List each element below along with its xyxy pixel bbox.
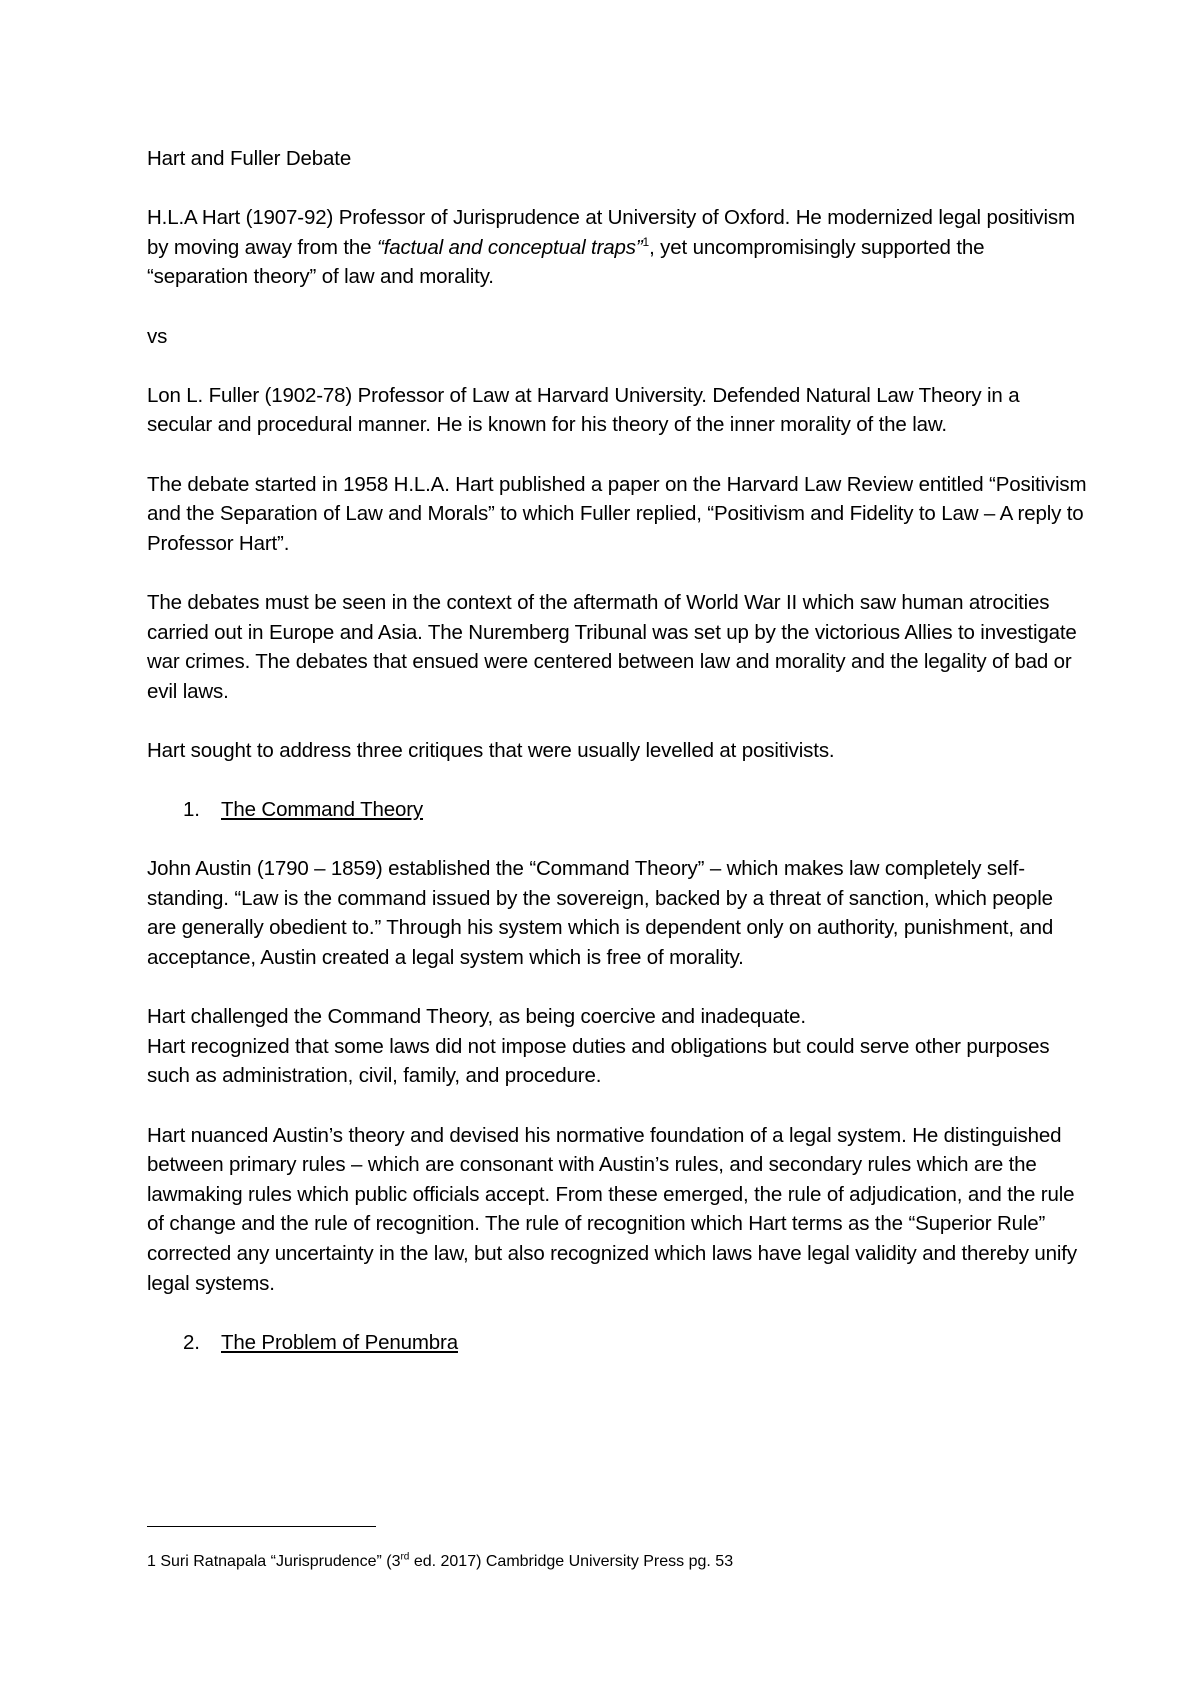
hart-intro-quote: “factual and conceptual traps”: [376, 235, 643, 259]
nuance-paragraph: Hart nuanced Austin’s theory and devised his normative foundation of a legal system. He distinguished between primary rules – which are consonant with Austin’s rules, and secondary rules which are the lawmaking rules which public officials accept. From these emerged, the rule of adjudication, and the rule of change and the rule of recognition. The rule of recognition which Hart terms as the “Superior Rule” corrected any uncertainty in the law, but also recognized which laws have legal validity and thereby unify legal systems.: [147, 1123, 1077, 1295]
footnote-ref: 1: [642, 234, 650, 249]
hart-intro-paragraph: [147, 203, 1087, 292]
footnote-text: 1 Suri Ratnapala “Jurisprudence” (3: [147, 1553, 401, 1570]
section-heading-penumbra: [147, 1328, 1087, 1358]
challenge-line-1: Hart challenged the Command Theory, as being coercive and inadequate.: [147, 1005, 806, 1029]
footnote-text-end: ed. 2017) Cambridge University Press pg. 53: [409, 1553, 734, 1570]
austin-paragraph: John Austin (1790 – 1859) established the “Command Theory” – which makes law completely self-standing. “Law is the command issued by the sovereign, backed by a threat of sanction, which people are generally obedient to.” Through his system which is dependent only on authority, punishment, and acceptance, Austin created a legal system which is free of morality.: [147, 857, 1054, 970]
section-number: 2.: [183, 1330, 200, 1354]
challenge-line-2: Hart recognized that some laws did not impose duties and obligations but could serve other purposes such as administration, civil, family, and procedure.: [147, 1034, 1050, 1088]
section-title: The Problem of Penumbra: [221, 1330, 458, 1354]
footnote: [147, 1552, 733, 1572]
vs-label: vs: [147, 324, 168, 348]
critiques-intro-paragraph: Hart sought to address three critiques that were usually levelled at positivists.: [147, 738, 835, 762]
hart-intro-text-end: , yet uncompromisingly supported the “separation theory” of law and morality.: [147, 235, 985, 289]
section-number: 1.: [183, 798, 200, 822]
document-title: Hart and Fuller Debate: [147, 147, 352, 170]
footnote-divider: [147, 1526, 376, 1527]
context-paragraph: The debates must be seen in the context of the aftermath of World War II which saw human atrocities carried out in Europe and Asia. The Nuremberg Tribunal was set up by the victorious Allies to investigate war crimes. The debates that ensued were centered between law and morality and the legality of bad or evil laws.: [147, 590, 1077, 703]
document-body: [147, 144, 1087, 1357]
debate-start-paragraph: The debate started in 1958 H.L.A. Hart published a paper on the Harvard Law Review entitled “Positivism and the Separation of Law and Morals” to which Fuller replied, “Positivism and Fidelity to Law – A reply to Professor Hart”.: [147, 472, 1087, 555]
fuller-intro-paragraph: Lon L. Fuller (1902-78) Professor of Law at Harvard University. Defended Natural Law Theory in a secular and procedural manner. He is known for his theory of the inner morality of the law.: [147, 383, 1020, 437]
footnote-superscript: rd: [400, 1551, 410, 1563]
section-title: The Command Theory: [221, 798, 424, 822]
section-heading-command-theory: [147, 795, 1087, 825]
hart-intro-text: H.L.A Hart (1907-92) Professor of Jurisprudence at University of Oxford. He modernized legal positivism by moving away from the: [147, 206, 1075, 259]
